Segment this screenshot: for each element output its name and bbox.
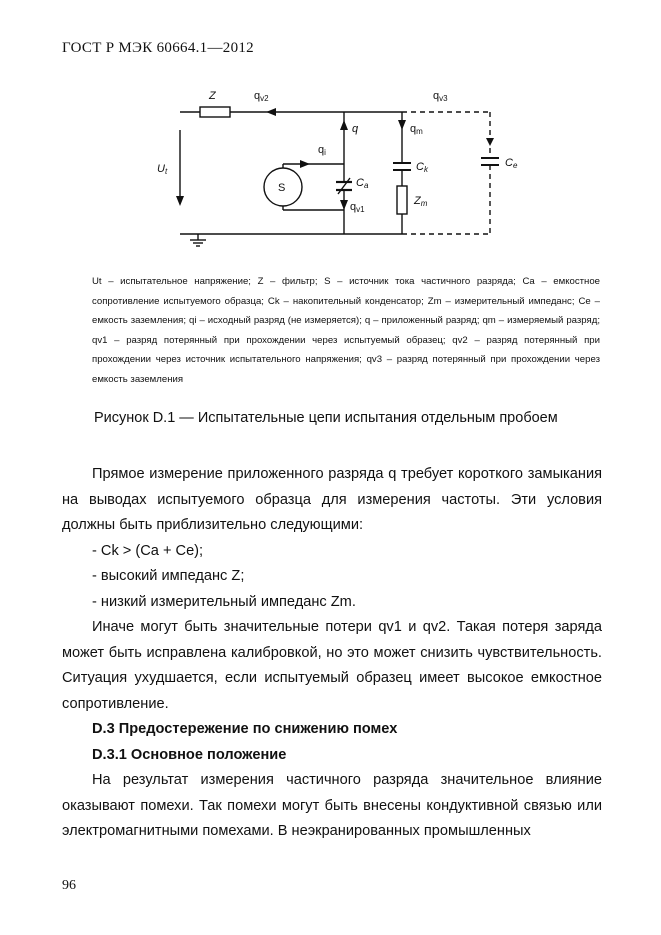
document-header: ГОСТ Р МЭК 60664.1—2012	[62, 40, 254, 56]
zm-impedance	[397, 186, 407, 214]
svg-text:qv1: qv1	[350, 201, 365, 214]
svg-text:Ca: Ca	[356, 177, 369, 190]
main-text	[62, 462, 602, 845]
svg-text:S: S	[278, 182, 286, 194]
svg-text:qm: qm	[410, 123, 423, 136]
svg-text:Zm: Zm	[414, 195, 428, 208]
circuit-diagram	[0, 0, 661, 270]
svg-text:Ce: Ce	[505, 157, 518, 170]
figure-legend: Ut – испытательное напряжение; Z – фильтр; S – источник тока частичного разряда; Ca – емкостное сопротивление испытуемого образца; Ck – накопительный конденсатор; Zm – измерительный импеданс; Ce – емкость заземления; qi – исходный разряд (не измеряется); q – приложенный разряд; qm – измеряемый разряд; qv1 – разряд потерянный при прохождении через испытуемый образец; qv2 – разряд потерянный при прохождении через источник испытательного напряжения; qv3 – разряд потерянный при прохождении через емкость заземления	[92, 276, 600, 385]
section-heading-d31: D.3.1 Основное положение	[92, 746, 287, 763]
svg-text:qv3: qv3	[433, 90, 448, 103]
condition-3: - низкий измерительный импеданс Zm.	[92, 593, 356, 610]
filter-z-resistor	[200, 107, 230, 117]
paragraph-1: Прямое измерение приложенного разряда q требует короткого замыкания на выводах испытуемого образца для измерения частоты. Эти условия должны быть приблизительно следующими:	[62, 466, 602, 533]
svg-text:Ck: Ck	[416, 161, 428, 174]
section-heading-d3: D.3 Предостережение по снижению помех	[92, 721, 398, 737]
svg-text:Z: Z	[209, 90, 216, 102]
svg-text:q: q	[352, 123, 359, 135]
condition-1: - Ck > (Ca + Ce);	[92, 542, 204, 559]
condition-2: - высокий импеданс Z;	[92, 568, 245, 584]
svg-text:Ut: Ut	[157, 163, 168, 176]
paragraph-2: Иначе могут быть значительные потери qv1 и qv2. Такая потеря заряда может быть исправлена калибровкой, но это может снизить чувствительность. Ситуация ухудшается, если испытуемый образец имеет высокое емкостное сопротивление.	[62, 619, 602, 712]
svg-text:qi: qi	[318, 144, 326, 157]
paragraph-3: На результат измерения частичного разряда значительное влияние оказывают помехи. Так помехи могут быть внесены кондуктивной связью или электромагнитными помехами. В неэкранированных промышленных	[62, 772, 602, 839]
figure-caption: Рисунок D.1 — Испытательные цепи испытания отдельным пробоем	[94, 410, 558, 426]
svg-text:qv2: qv2	[254, 90, 269, 103]
page-number: 96	[62, 878, 76, 893]
